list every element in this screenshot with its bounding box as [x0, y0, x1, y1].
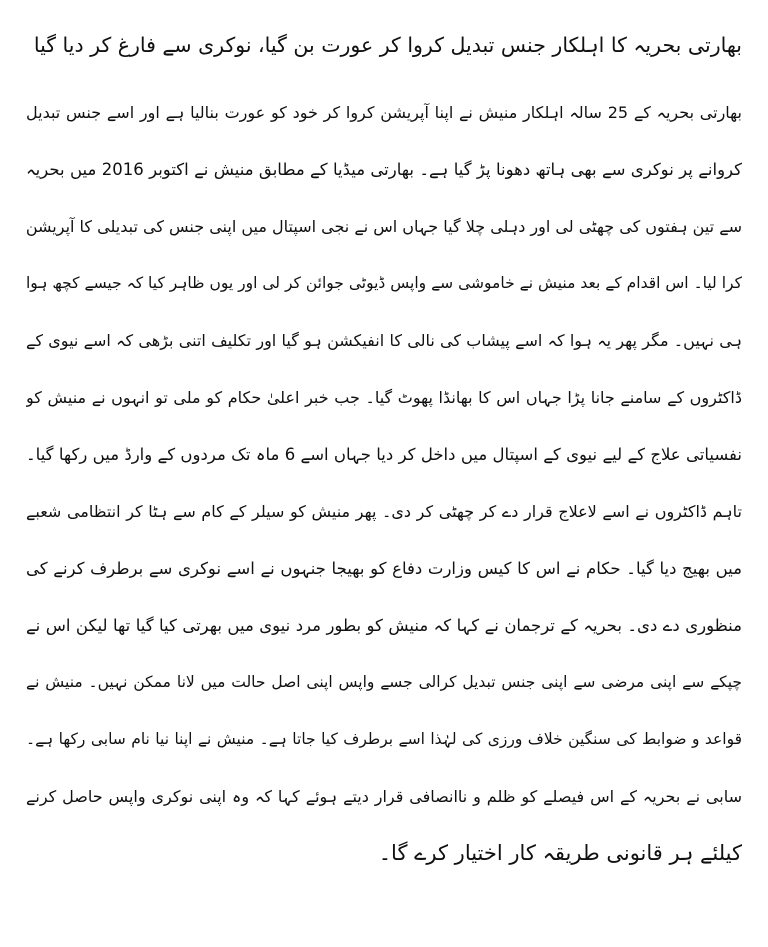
article-line: بھارتی بحریہ کے 25 سالہ اہلکار منیش نے اپنا آپریشن کروا کر خود کو عورت بنالیا ہے اور اسے جنس تبدیل: [26, 103, 742, 122]
article-body: [26, 84, 742, 882]
article-line: کرا لیا۔ اس اقدام کے بعد منیش نے خاموشی سے واپس ڈیوٹی جوائن کر لی اور یوں ظاہر کیا کہ جیسے کچھ ہوا: [26, 274, 742, 292]
article-line: ڈاکٹروں کے سامنے جانا پڑا جہاں اس کا بھانڈا پھوٹ گیا۔ جب خبر اعلیٰ حکام کو ملی تو انہوں نے منیش کو: [26, 388, 742, 407]
article-line: ہی نہیں۔ مگر پھر یہ ہوا کہ اسے پیشاب کی نالی کا انفیکشن ہو گیا اور تکلیف اتنی بڑھی کہ اسے نیوی کے: [26, 331, 742, 350]
article-line: کیلئے ہر قانونی طریقہ کار اختیار کرے گا۔: [378, 841, 742, 865]
article-line: منظوری دے دی۔ بحریہ کے ترجمان نے کہا کہ منیش کو بطور مرد نیوی میں بھرتی کیا گیا تھا لیکن اس نے: [26, 616, 742, 635]
article-line: قواعد و ضوابط کی سنگین خلاف ورزی کی لہٰذا اسے برطرف کیا جاتا ہے۔ منیش نے اپنا نیا نام سابی رکھا ہے۔: [26, 730, 742, 748]
article-line: میں بھیج دیا گیا۔ حکام نے اس کا کیس وزارت دفاع کو بھیجا جنہوں نے اسے نوکری سے برطرف کرنے کی: [26, 559, 742, 578]
article-headline: بھارتی بحریہ کا اہلکار جنس تبدیل کروا کر عورت بن گیا، نوکری سے فارغ کر دیا گیا: [33, 33, 742, 57]
article-line: نفسیاتی علاج کے لیے نیوی کے اسپتال میں داخل کر دیا جہاں اسے 6 ماہ تک مردوں کے وارڈ میں رکھا گیا۔: [26, 445, 742, 464]
article-line: چپکے سے اپنی مرضی سے اپنی جنس تبدیل کرالی جسے واپس اپنی اصل حالت میں لانا ممکن نہیں۔ منیش نے: [26, 673, 742, 691]
article-line: سابی نے بحریہ کے اس فیصلے کو ظلم و ناانصافی قرار دیتے ہوئے کہا کہ وہ اپنی نوکری واپس حاصل کرنے: [26, 787, 742, 806]
article-line: سے تین ہفتوں کی چھٹی لی اور دہلی چلا گیا جہاں اس نے نجی اسپتال میں اپنی جنس کی تبدیلی کا آپریشن: [26, 217, 742, 236]
article-line: کروانے پر نوکری سے بھی ہاتھ دھونا پڑ گیا ہے۔ بھارتی میڈیا کے مطابق منیش نے اکتوبر 2016 میں بحریہ: [26, 160, 742, 179]
article-line: تاہم ڈاکٹروں نے اسے لاعلاج قرار دے کر چھٹی کر دی۔ پھر منیش کو سیلر کے کام سے ہٹا کر انتظامی شعبے: [26, 502, 742, 521]
